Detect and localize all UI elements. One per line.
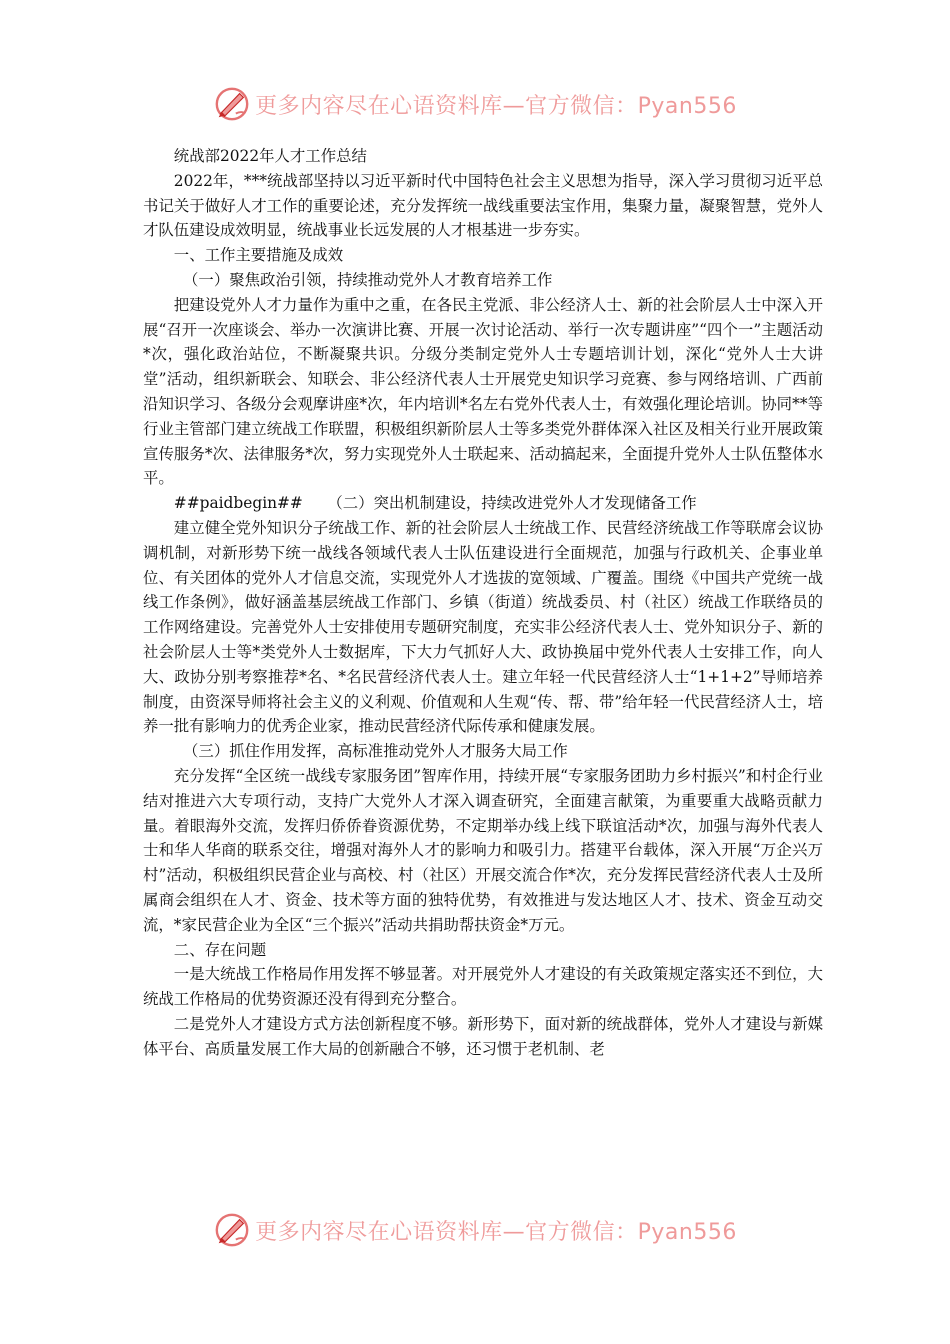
problem1-paragraph: 一是大统战工作格局作用发挥不够显著。对开展党外人才建设的有关政策规定落实还不到位，大统战工作格局的优势资源还没有得到充分整合。 bbox=[143, 965, 823, 1009]
sub2-heading-line bbox=[143, 491, 823, 516]
doc-title: 统战部2022年人才工作总结 bbox=[173, 147, 367, 165]
sub1-paragraph: 把建设党外人才力量作为重中之重，在各民主党派、非公经济人士、新的社会阶层人士中深入开展“召开一次座谈会、举办一次演讲比赛、开展一次讨论活动、举行一次专题讲座”“四个一”主题活动*次，强化政治站位，不断凝聚共识。分级分类制定党外人士专题培训计划，深化“党外人士大讲堂”活动，组织新联会、知联会、非公经济代表人士开展党史知识学习竞赛、参与网络培训、广西前沿知识学习、各级分会观摩讲座*次，年内培训*名左右党外代表人士，有效强化理论培训。协同**等行业主管部门建立统战工作联盟，积极组织新阶层人士等多类党外群体深入社区及相关行业开展政策宣传服务*次、法律服务*次，努力实现党外人士联起来、活动搞起来，全面提升党外人士队伍整体水平。 bbox=[143, 295, 823, 488]
document-body bbox=[143, 144, 823, 1061]
header-banner bbox=[0, 82, 950, 126]
section1-heading: 一、工作主要措施及成效 bbox=[173, 246, 344, 265]
paid-marker: ##paidbegin## bbox=[173, 494, 303, 513]
sub2-heading: （二）突出机制建设，持续改进党外人才发现储备工作 bbox=[327, 494, 697, 513]
sub3-heading: （三）抓住作用发挥，高标准推动党外人才服务大局工作 bbox=[183, 742, 568, 761]
section2-heading: 二、存在问题 bbox=[173, 940, 267, 959]
banner-text: 更多内容尽在心语资料库—官方微信：Pyan556 bbox=[255, 93, 737, 119]
sub1-heading: （一）聚焦政治引领，持续推动党外人才教育培养工作 bbox=[183, 270, 553, 289]
banner-text: 更多内容尽在心语资料库—官方微信：Pyan556 bbox=[255, 1219, 737, 1245]
pen-scroll-logo-icon bbox=[213, 85, 251, 123]
problem2-paragraph: 二是党外人才建设方式方法创新程度不够。新形势下，面对新的统战群体，党外人才建设与新媒体平台、高质量发展工作大局的创新融合不够，还习惯于老机制、老 bbox=[143, 1014, 823, 1058]
footer-banner bbox=[0, 1208, 950, 1252]
intro-paragraph: 2022年，***统战部坚持以习近平新时代中国特色社会主义思想为指导，深入学习贯彻习近平总书记关于做好人才工作的重要论述，充分发挥统一战线重要法宝作用，集聚力量，凝聚智慧，党外人才队伍建设成效明显，统战事业长远发展的人才根基进一步夯实。 bbox=[143, 171, 823, 240]
sub3-paragraph: 充分发挥“全区统一战线专家服务团”智库作用，持续开展“专家服务团助力乡村振兴”和村企行业结对推进六大专项行动，支持广大党外人才深入调查研究，全面建言献策，为重要重大战略贡献力量。着眼海外交流，发挥归侨侨眷资源优势，不定期举办线上线下联谊活动*次，加强与海外代表人士和华人华商的联系交往，增强对海外人才的影响力和吸引力。搭建平台载体，深入开展“万企兴万村”活动，积极组织民营企业与高校、村（社区）开展交流合作*次，充分发挥民营经济代表人士及所属商会组织在人才、资金、技术等方面的独特优势，有效推进与发达地区人才、技术、资金互动交流，*家民营企业为全区“三个振兴”活动共捐助帮扶资金*万元。 bbox=[143, 766, 823, 934]
sub2-paragraph: 建立健全党外知识分子统战工作、新的社会阶层人士统战工作、民营经济统战工作等联席会议协调机制，对新形势下统一战线各领域代表人士队伍建设进行全面规范，加强与行政机关、企事业单位、有关团体的党外人才信息交流，实现党外人才选拔的宽领域、广覆盖。围绕《中国共产党统一战线工作条例》，做好涵盖基层统战工作部门、乡镇（街道）统战委员、村（社区）统战工作联络员的工作网络建设。完善党外人士安排使用专题研究制度，充实非公经济代表人士、党外知识分子、新的社会阶层人士等*类党外人士数据库，下大力气抓好人大、政协换届中党外代表人士安排工作，向人大、政协分别考察推荐*名、*名民营经济代表人士。建立年轻一代民营经济人士“1+1+2”导师培养制度，由资深导师将社会主义的义利观、价值观和人生观“传、帮、带”给年轻一代民营经济人士，培养一批有影响力的优秀企业家，推动民营经济代际传承和健康发展。 bbox=[143, 518, 823, 736]
pen-scroll-logo-icon bbox=[213, 1211, 251, 1249]
